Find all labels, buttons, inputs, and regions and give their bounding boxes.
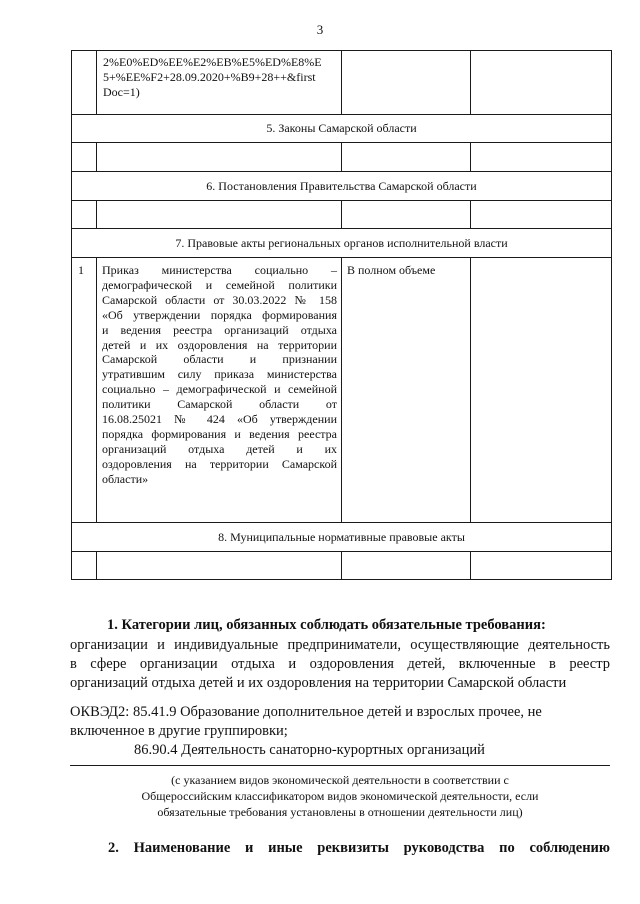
table-rule — [71, 114, 612, 115]
table-rule — [96, 142, 97, 171]
requirements-table — [71, 50, 612, 580]
table-rule — [470, 142, 471, 171]
fill-in-line — [70, 765, 610, 766]
okved-paragraph: ОКВЭД2: 85.41.9 Образование дополнительное детей и взрослых прочее, не включенное в другие группировки; — [70, 704, 542, 739]
act-description: Приказ министерства социально – демографической и семейной политики Самарской области от 30.03.2022 № 158 «Об утверждении порядка формирования и ведения реестра организаций отдыха детей и их оздоровления на территории Самарской области и признании утратившим силу приказа министерства социально – демографической и семейной политики Самарской области от 16.08.25021 № 424 «Об утверждении порядка формирования и ведения реестра организаций отдыха детей и их оздоровления на территории Самарской области» — [102, 263, 337, 486]
table-rule — [96, 551, 97, 580]
table-rule — [341, 50, 342, 114]
table-rule — [341, 142, 342, 171]
okved-code-2: 86.90.4 Деятельность санаторно-курортных организаций — [134, 742, 485, 758]
table-rule — [71, 522, 612, 523]
table-rule — [71, 171, 612, 172]
okved-caption: (с указанием видов экономической деятельности в соответствии с Общероссийским классификатором видов экономической деятельности, если обязательные требования установлены в отношении деятельности лиц) — [141, 773, 539, 819]
table-rule — [470, 50, 471, 114]
table-rule — [341, 551, 342, 580]
table-rule — [341, 257, 342, 522]
table-rule — [341, 200, 342, 228]
row-number: 1 — [78, 263, 84, 277]
table-rule — [71, 228, 612, 229]
table-rule — [470, 257, 471, 522]
section-title-municipal-acts: 8. Муниципальные нормативные правовые акты — [218, 530, 465, 544]
table-rule — [470, 551, 471, 580]
heading-guidance-details: 2. Наименование и иные реквизиты руководства по соблюдению — [108, 840, 610, 856]
heading-categories-of-persons: 1. Категории лиц, обязанных соблюдать обязательные требования: — [107, 617, 546, 633]
table-rule — [96, 200, 97, 228]
page-number: 3 — [316, 22, 324, 37]
table-rule — [470, 200, 471, 228]
continued-url-text: 2%E0%ED%EE%E2%EB%E5%ED%E8%E 5+%EE%F2+28.09.2020+%B9+28++&first Doc=1) — [103, 55, 322, 99]
section-title-government-decrees: 6. Постановления Правительства Самарской области — [206, 179, 477, 193]
table-rule — [96, 50, 97, 114]
section-title-regional-executive-acts: 7. Правовые акты региональных органов исполнительной власти — [175, 236, 508, 250]
scope-value: В полном объеме — [347, 263, 436, 277]
section-title-regional-laws: 5. Законы Самарской области — [266, 121, 417, 135]
categories-paragraph: организации и индивидуальные предприниматели, осуществляющие деятельность в сфере организации отдыха и оздоровления детей, включенные в реестр организаций отдыха детей и их оздоровления на территории Самарской области — [70, 637, 610, 691]
table-rule — [96, 257, 97, 522]
